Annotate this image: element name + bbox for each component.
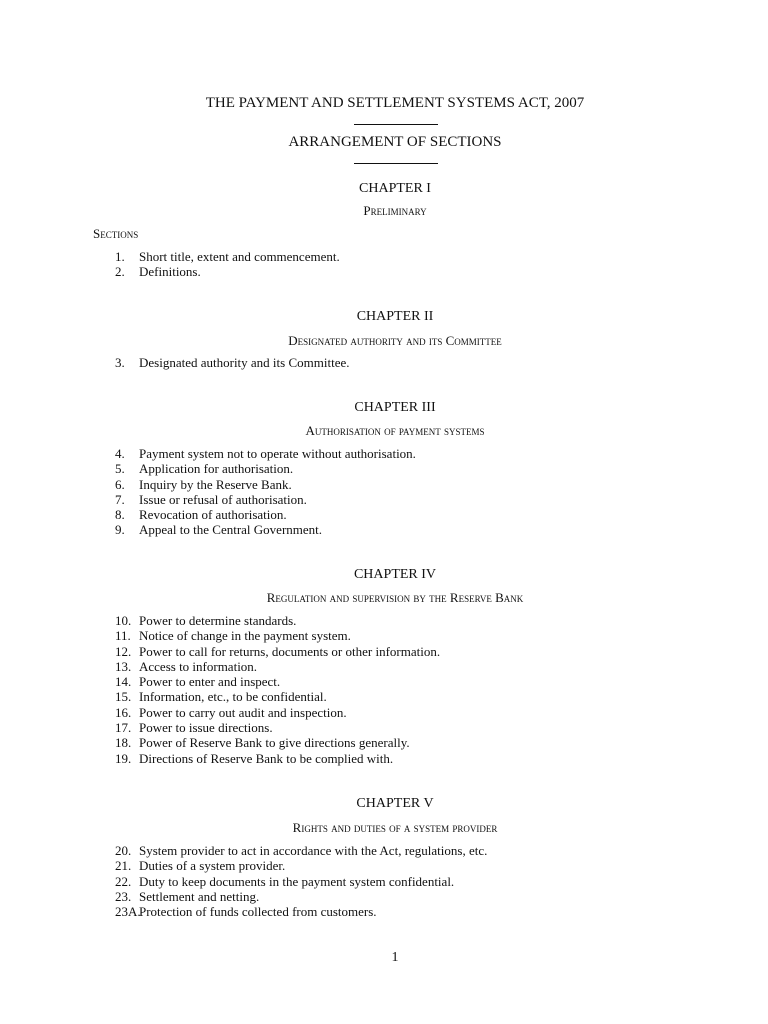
chapter-subtitle: Designated authority and its Committee <box>288 333 502 348</box>
list-item <box>115 461 416 476</box>
section-number: 3. <box>115 355 125 370</box>
document-title: THE PAYMENT AND SETTLEMENT SYSTEMS ACT, 2007 <box>205 95 585 111</box>
chapter-subtitle: Authorisation of payment systems <box>305 423 485 438</box>
section-title: Power to enter and inspect. <box>139 674 281 690</box>
sections-label: Sections <box>93 226 139 241</box>
section-title: Power of Reserve Bank to give directions generally. <box>139 735 410 751</box>
section-number: 13. <box>115 658 132 674</box>
section-number: 7. <box>115 491 125 507</box>
arrangement-divider <box>354 163 438 164</box>
section-number: 8. <box>115 507 125 523</box>
section-list <box>115 446 416 538</box>
section-title: Issue or refusal of authorisation. <box>139 491 307 507</box>
section-list <box>115 249 340 280</box>
section-number: 18. <box>115 735 132 751</box>
section-title: Power to issue directions. <box>139 720 273 736</box>
list-item <box>115 522 416 537</box>
section-title: Information, etc., to be confidential. <box>139 689 327 705</box>
section-title: Notice of change in the payment system. <box>139 628 351 644</box>
list-item <box>115 751 440 766</box>
section-list <box>115 843 487 919</box>
section-number: 4. <box>115 446 125 461</box>
section-title: Protection of funds collected from customers. <box>139 904 377 920</box>
list-item <box>115 355 350 370</box>
section-title: Designated authority and its Committee. <box>139 355 350 370</box>
section-number: 14. <box>115 674 132 690</box>
list-item <box>115 904 487 919</box>
section-title: Appeal to the Central Government. <box>139 522 323 538</box>
section-number: 16. <box>115 704 132 720</box>
list-item <box>115 689 440 704</box>
section-number: 19. <box>115 750 132 766</box>
chapter-heading: CHAPTER III <box>354 400 436 415</box>
list-item <box>115 720 440 735</box>
list-item <box>115 889 487 904</box>
section-number: 23. <box>115 888 132 904</box>
section-title: Settlement and netting. <box>139 888 260 904</box>
list-item <box>115 446 416 461</box>
arrangement-heading: ARRANGEMENT OF SECTIONS <box>288 134 502 150</box>
section-title: Short title, extent and commencement. <box>139 249 340 264</box>
chapter-heading: CHAPTER IV <box>353 567 437 582</box>
list-item <box>115 735 440 750</box>
list-item <box>115 644 440 659</box>
section-number: 23A. <box>115 904 141 920</box>
section-title: Definitions. <box>139 264 201 280</box>
section-title: Revocation of authorisation. <box>139 507 287 523</box>
list-item <box>115 507 416 522</box>
list-item <box>115 874 487 889</box>
section-title: Power to carry out audit and inspection. <box>139 704 347 720</box>
list-item <box>115 705 440 720</box>
section-number: 2. <box>115 264 125 280</box>
section-number: 9. <box>115 522 125 538</box>
section-title: Application for authorisation. <box>139 461 294 477</box>
section-number: 17. <box>115 720 132 736</box>
chapter-subtitle: Regulation and supervision by the Reserve Bank <box>266 590 524 605</box>
chapter-heading: CHAPTER II <box>356 309 434 324</box>
section-number: 6. <box>115 476 125 492</box>
section-number: 15. <box>115 689 132 705</box>
list-item <box>115 492 416 507</box>
page-number: 1 <box>391 950 399 965</box>
chapter-heading: CHAPTER V <box>356 796 434 811</box>
section-number: 1. <box>115 249 125 264</box>
section-number: 20. <box>115 843 132 858</box>
section-title: Inquiry by the Reserve Bank. <box>139 476 292 492</box>
list-item <box>115 843 487 858</box>
section-title: Duties of a system provider. <box>139 858 286 874</box>
section-number: 5. <box>115 461 125 477</box>
list-item <box>115 674 440 689</box>
section-title: Power to call for returns, documents or other information. <box>139 643 441 659</box>
section-number: 22. <box>115 873 132 889</box>
list-item <box>115 659 440 674</box>
list-item <box>115 249 340 264</box>
section-title: Payment system not to operate without authorisation. <box>139 446 416 461</box>
section-title: Access to information. <box>139 658 258 674</box>
section-list <box>115 355 350 370</box>
section-number: 21. <box>115 858 132 874</box>
chapter-heading: CHAPTER I <box>359 181 431 196</box>
title-divider <box>354 124 438 125</box>
section-title: System provider to act in accordance with the Act, regulations, etc. <box>139 843 488 858</box>
chapter-subtitle: Preliminary <box>363 203 427 218</box>
list-item <box>115 628 440 643</box>
section-number: 10. <box>115 613 132 628</box>
chapter-subtitle: Rights and duties of a system provider <box>292 820 498 835</box>
section-number: 12. <box>115 643 132 659</box>
section-list <box>115 613 440 766</box>
list-item <box>115 858 487 873</box>
section-title: Duty to keep documents in the payment system confidential. <box>139 873 455 889</box>
list-item <box>115 477 416 492</box>
section-title: Power to determine standards. <box>139 613 297 628</box>
list-item <box>115 613 440 628</box>
section-title: Directions of Reserve Bank to be complied with. <box>139 750 394 766</box>
list-item <box>115 264 340 279</box>
section-number: 11. <box>115 628 131 644</box>
